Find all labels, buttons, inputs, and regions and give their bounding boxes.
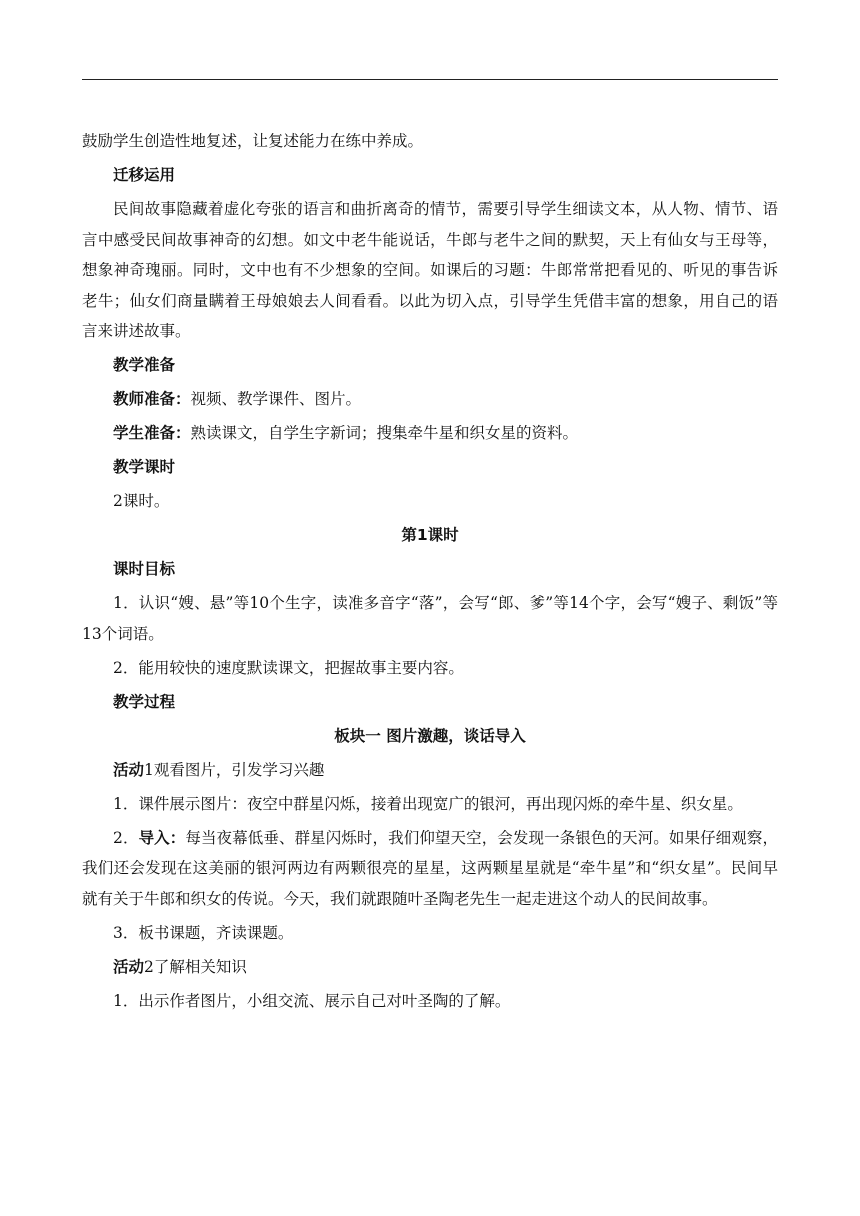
block-title: 板块一 图片激趣，谈话导入 <box>334 726 526 745</box>
paragraph-transfer: 民间故事隐藏着虚化夸张的语言和曲折离奇的情节，需要引导学生细读文本，从人物、情节、语言中感受民间故事神奇的幻想。如文中老牛能说话，牛郎与老牛之间的默契，天上有仙女与王母等，想象神奇瑰丽。同时，文中也有不少想象的空间。如课后的习题：牛郎常常把看见的、听见的事告诉老牛；仙女们商量瞒着王母娘娘去人间看看。以此为切入点，引导学生凭借丰富的想象，用自己的语言来讲述故事。 <box>82 200 778 340</box>
activity-2-item-1: 1．出示作者图片，小组交流、展示自己对叶圣陶的了解。 <box>113 991 511 1010</box>
activity-2-text: 2了解相关知识 <box>144 957 247 976</box>
activity-2-heading <box>82 952 778 983</box>
paragraph-hours: 2课时。 <box>113 492 170 510</box>
header-rule <box>82 79 778 80</box>
activity-1-heading <box>82 755 778 786</box>
activity-1-item-2 <box>82 823 778 915</box>
goal-item-1: 1．认识“嫂、悬”等10个生字，读准多音字“落”，会写“郎、爹”等14个字，会写“嫂子、剩饭”等13个词语。 <box>82 594 779 643</box>
activity-1-item-3: 3．板书课题，齐读课题。 <box>113 923 294 942</box>
student-label: 学生准备： <box>113 424 191 442</box>
document-body <box>82 126 778 1020</box>
activity-1-text: 1观看图片，引发学习兴趣 <box>144 760 325 779</box>
activity-1-item-2-prefix: 2． <box>113 828 139 847</box>
teacher-label: 教师准备： <box>113 390 191 408</box>
paragraph-continued: 鼓励学生创造性地复述，让复述能力在练中养成。 <box>82 132 424 150</box>
heading-goal: 课时目标 <box>113 560 176 578</box>
heading-hours: 教学课时 <box>113 458 176 476</box>
heading-transfer: 迁移运用 <box>113 166 176 184</box>
heading-preparation: 教学准备 <box>113 356 176 374</box>
teacher-preparation <box>82 384 778 415</box>
activity-2-label: 活动 <box>113 957 145 976</box>
activity-1-label: 活动 <box>113 760 145 779</box>
lesson-title: 第1课时 <box>401 526 459 544</box>
activity-1-item-2-text: 每当夜幕低垂、群星闪烁时，我们仰望天空，会发现一条银色的天河。如果仔细观察，我们还会发现在这美丽的银河两边有两颗很亮的星星，这两颗星星就是“牵牛星”和“织女星”。民间早就有关于牛郎和织女的传说。今天，我们就跟随叶圣陶老先生一起走进这个动人的民间故事。 <box>82 828 778 908</box>
student-preparation <box>82 418 778 449</box>
activity-1-item-2-label: 导入： <box>138 828 186 847</box>
activity-1-item-1: 1．课件展示图片：夜空中群星闪烁，接着出现宽广的银河，再出现闪烁的牵牛星、织女星。 <box>113 794 743 813</box>
student-text: 熟读课文，自学生字新词；搜集牵牛星和织女星的资料。 <box>190 424 579 442</box>
heading-process: 教学过程 <box>113 692 176 711</box>
goal-item-2: 2．能用较快的速度默读课文，把握故事主要内容。 <box>113 658 464 677</box>
teacher-text: 视频、教学课件、图片。 <box>190 390 362 408</box>
